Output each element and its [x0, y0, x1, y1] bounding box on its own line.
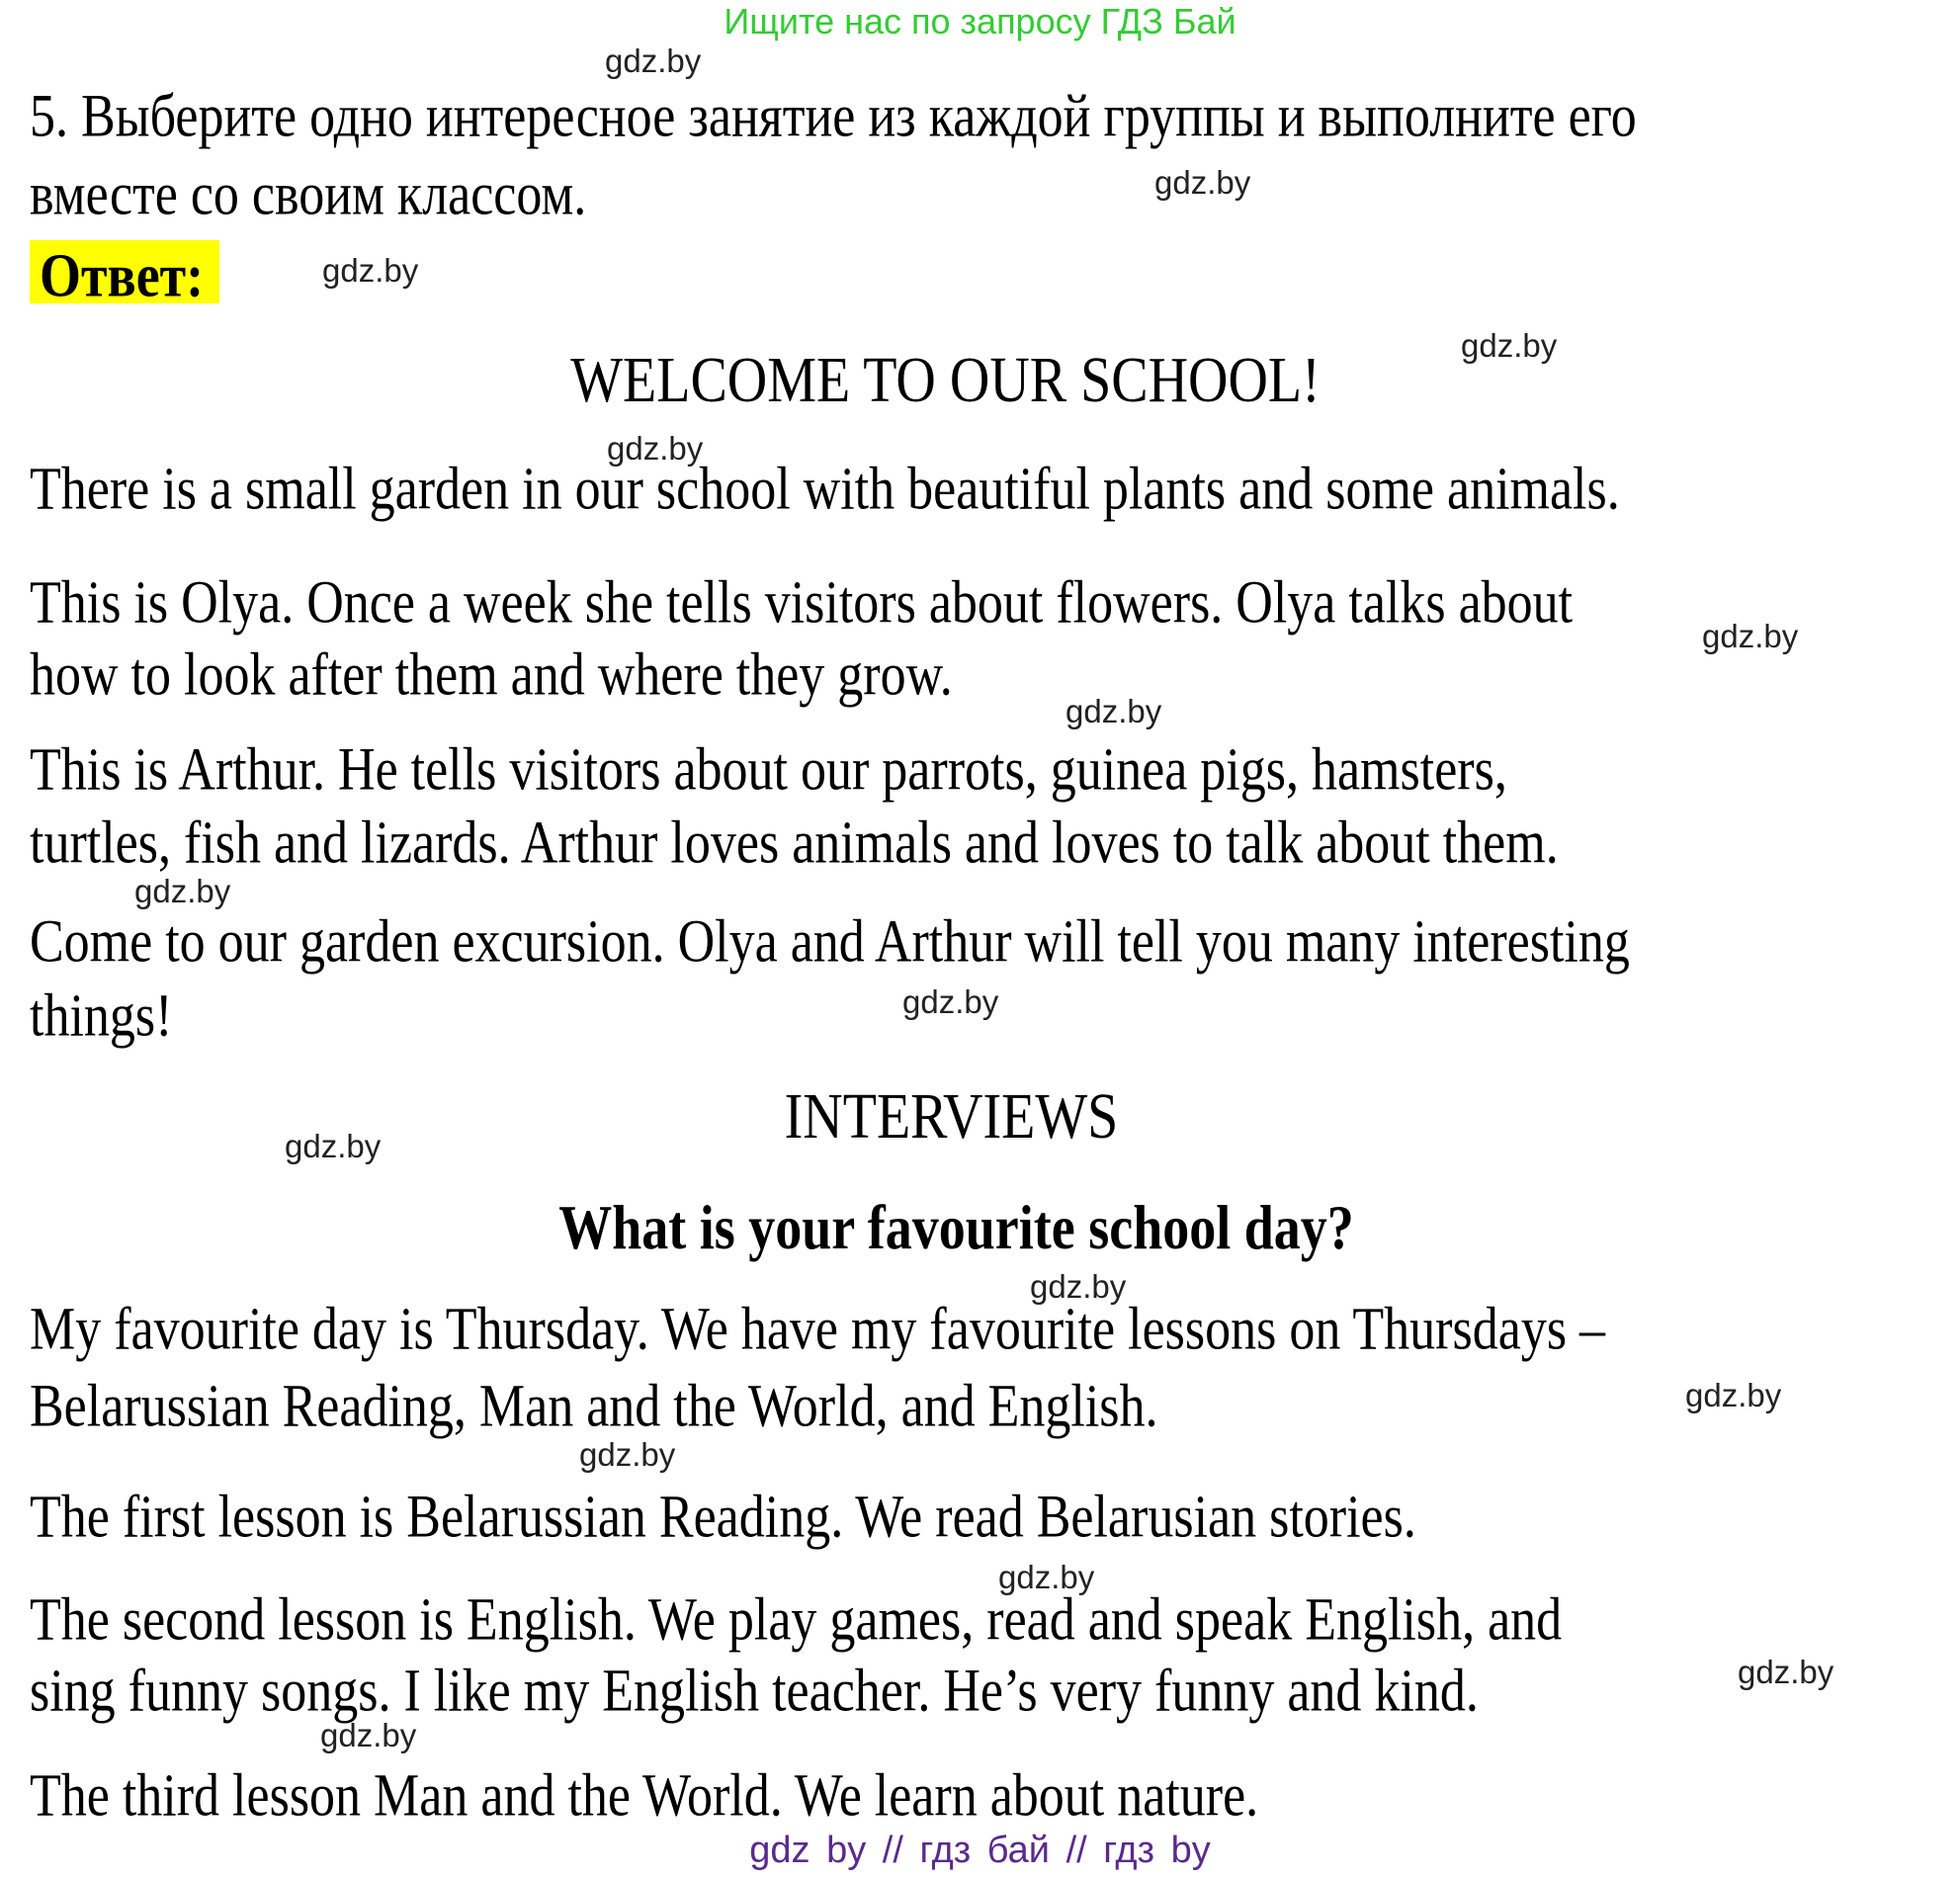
body-text-line: Belarussian Reading, Man and the World, and English. [30, 1373, 1158, 1440]
gdz-watermark: gdz.by [320, 1717, 417, 1753]
task-line: 5. Выберите одно интересное занятие из каждой группы и выполните его [30, 83, 1637, 150]
gdz-watermark: gdz.by [1685, 1377, 1782, 1413]
body-text-line: My favourite day is Thursday. We have my favourite lessons on Thursdays – [30, 1296, 1606, 1363]
gdz-watermark: gdz.by [134, 873, 231, 909]
body-text-line: The third lesson Man and the World. We learn about nature. [30, 1762, 1259, 1830]
task-line: вместе со своим классом. [30, 161, 587, 228]
gdz-watermark: gdz.by [285, 1128, 382, 1164]
gdz-watermark: gdz.by [1154, 164, 1251, 201]
body-text-line: sing funny songs. I like my English teacher. He’s very funny and kind. [30, 1658, 1479, 1725]
gdz-watermark: gdz.by [1702, 618, 1799, 654]
body-text-line: turtles, fish and lizards. Arthur loves animals and loves to talk about them. [30, 810, 1559, 877]
question-heading: What is your favourite school day? [558, 1192, 1354, 1263]
welcome-heading: WELCOME TO OUR SCHOOL! [570, 344, 1321, 417]
answer-label-highlight [30, 240, 219, 310]
interviews-heading: INTERVIEWS [784, 1080, 1119, 1153]
gdz-watermark: gdz.by [902, 983, 999, 1020]
body-text-line: things! [30, 982, 173, 1050]
gdz-watermark: gdz.by [322, 252, 419, 289]
body-text-line: There is a small garden in our school with beautiful plants and some animals. [30, 456, 1620, 523]
footer-site-links: gdz by // гдз бай // гдз by [749, 1830, 1211, 1871]
body-text-line: Come to our garden excursion. Olya and Arthur will tell you many interesting [30, 908, 1630, 976]
gdz-watermark: gdz.by [1738, 1654, 1834, 1690]
gdz-watermark: gdz.by [605, 43, 702, 79]
gdz-watermark: gdz.by [1065, 693, 1162, 729]
body-text-line: how to look after them and where they grow. [30, 641, 953, 709]
gdz-watermark: gdz.by [607, 430, 704, 467]
gdz-watermark: gdz.by [579, 1436, 676, 1473]
body-text-line: This is Olya. Once a week she tells visitors about flowers. Olya talks about [30, 569, 1574, 637]
answer-label: Ответ: [40, 241, 205, 310]
body-text-line: The first lesson is Belarussian Reading. We read Belarusian stories. [30, 1484, 1416, 1551]
body-text-line: This is Arthur. He tells visitors about our parrots, guinea pigs, hamsters, [30, 736, 1507, 804]
gdz-watermark: gdz.by [998, 1559, 1095, 1595]
gdz-watermark: gdz.by [1461, 327, 1558, 364]
gdz-watermark: gdz.by [1030, 1268, 1127, 1305]
promo-banner: Ищите нас по запросу ГДЗ Бай [724, 1, 1236, 42]
body-text-line: The second lesson is English. We play games, read and speak English, and [30, 1586, 1563, 1654]
